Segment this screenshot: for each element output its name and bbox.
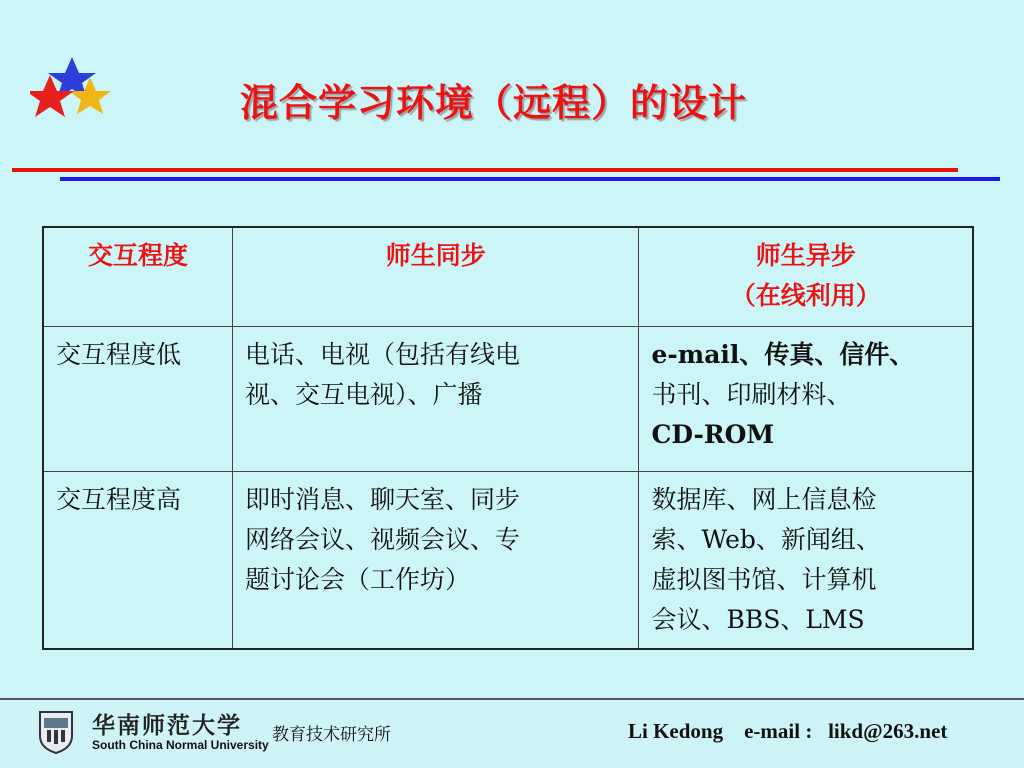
header-async bbox=[639, 227, 973, 327]
table-header-row bbox=[43, 227, 973, 327]
sync-cell bbox=[233, 472, 639, 650]
table-row bbox=[43, 472, 973, 650]
university-name-cn: 华南师范大学 bbox=[92, 712, 242, 739]
cell-line: 数据库、网上信息检 bbox=[651, 485, 877, 514]
department-label: 教育技术研究所 bbox=[272, 725, 391, 745]
cell-line: CD-ROM bbox=[651, 420, 775, 449]
header-async-line2: （在线利用） bbox=[730, 281, 881, 310]
cell-line: 电话、电视（包括有线电 bbox=[245, 340, 521, 369]
cell-line: e-mail、传真、信件、 bbox=[651, 340, 915, 369]
contact-info: Li Kedong e-mail : likd@263.net bbox=[628, 719, 948, 743]
cell-line: 题讨论会（工作坊） bbox=[245, 565, 471, 594]
level-cell: 交互程度高 bbox=[43, 472, 233, 650]
header-async-line1: 师生异步 bbox=[755, 241, 856, 270]
university-shield-icon bbox=[38, 710, 74, 754]
cell-line: 网络会议、视频会议、专 bbox=[245, 525, 521, 554]
sync-cell bbox=[233, 327, 639, 472]
header-sync: 师生同步 bbox=[233, 227, 639, 327]
table-row bbox=[43, 327, 973, 472]
title-divider-red bbox=[12, 168, 958, 172]
slide-title: 混合学习环境（远程）的设计 bbox=[240, 81, 748, 125]
cell-line: 虚拟图书馆、计算机 bbox=[651, 565, 877, 594]
async-cell bbox=[639, 327, 973, 472]
cell-line: 索、Web、新闻组、 bbox=[651, 525, 881, 554]
async-cell bbox=[639, 472, 973, 650]
stars-logo-icon bbox=[30, 55, 115, 130]
interaction-table bbox=[42, 226, 974, 650]
header-level: 交互程度 bbox=[43, 227, 233, 327]
cell-line: 即时消息、聊天室、同步 bbox=[245, 485, 521, 514]
title-divider-blue bbox=[60, 177, 1000, 181]
level-cell: 交互程度低 bbox=[43, 327, 233, 472]
cell-line: 会议、BBS、LMS bbox=[651, 605, 865, 634]
cell-line: 书刊、印刷材料、 bbox=[651, 380, 852, 409]
cell-line: 视、交互电视）、广播 bbox=[245, 380, 483, 409]
university-name-en: South China Normal University bbox=[92, 738, 269, 752]
